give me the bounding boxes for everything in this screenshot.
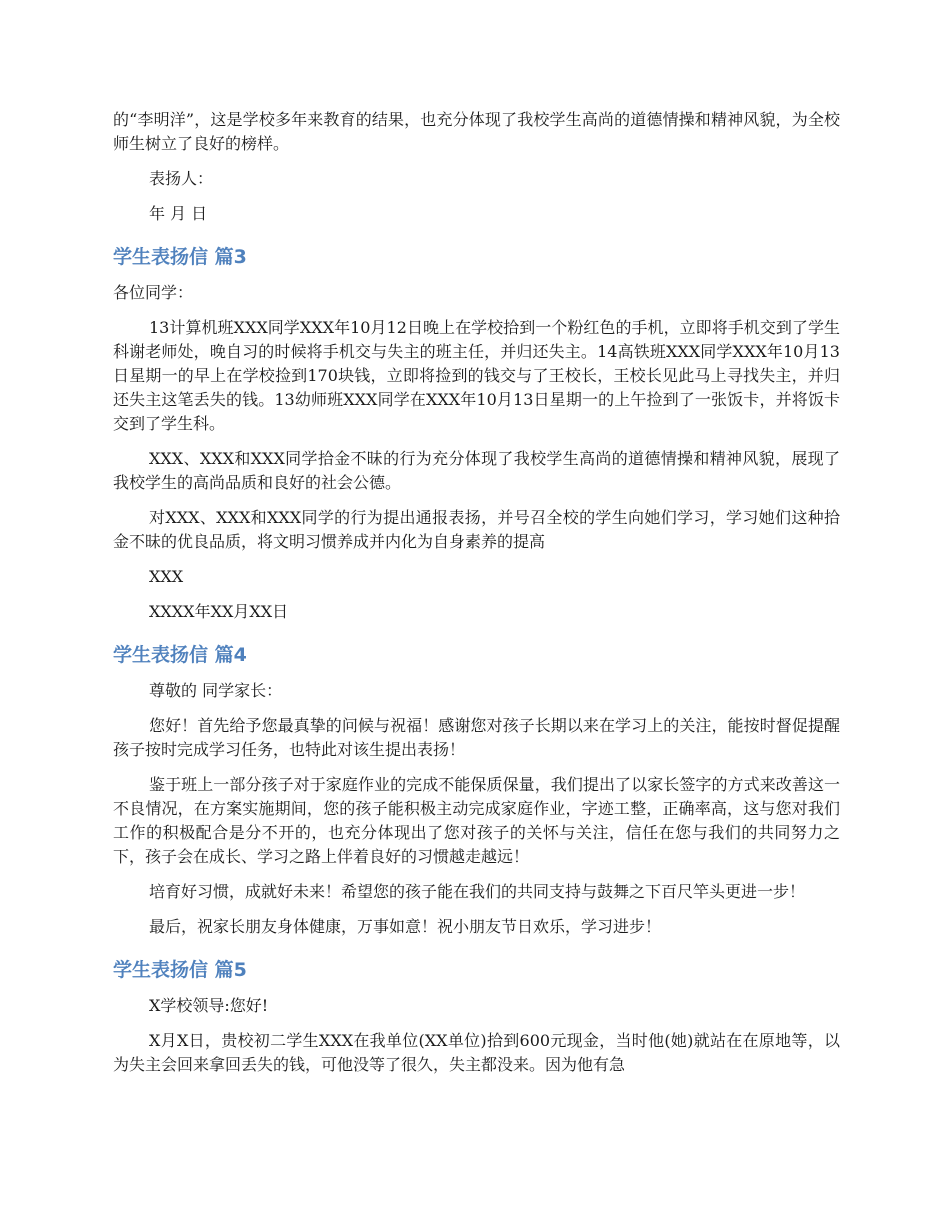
body-paragraph: 培育好习惯，成就好未来！希望您的孩子能在我们的共同支持与鼓舞之下百尺竿头更进一步！ (149, 882, 806, 901)
body-paragraph: 13计算机班XXX同学XXX年10月12日晚上在学校拾到一个粉红色的手机，立即将手机交到了学生科谢老师处，晚自习的时候将手机交与失主的班主任，并归还失主。14高铁班XXX同学XXX年10月13日星期一的早上在学校捡到170块钱，立即将捡到的钱交与了王校长，王校长见此马上寻找失主，并归还失主这笔丢失的钱。13幼师班XXX同学在XXX年10月13日星期一的上午捡到了一张饭卡，并将饭卡交到了学生科。 (113, 318, 840, 433)
body-paragraph: XXX (149, 567, 184, 586)
body-paragraph: XXXX年XX月XX日 (149, 602, 289, 621)
body-paragraph: 表扬人： (149, 169, 214, 188)
body-paragraph: 鉴于班上一部分孩子对于家庭作业的完成不能保质保量，我们提出了以家长签字的方式来改善这一不良情况，在方案实施期间，您的孩子能积极主动完成家庭作业，字迹工整，正确率高，这与您对我们工作的积极配合是分不开的，也充分体现出了您对孩子的关怀与关注，信任在您与我们的共同努力之下，孩子会在成长、学习之路上伴着良好的习惯越走越远！ (113, 775, 840, 866)
body-paragraph: 年 月 日 (149, 204, 208, 223)
body-paragraph: 各位同学： (113, 283, 194, 302)
body-paragraph: 的“李明洋”，这是学校多年来教育的结果，也充分体现了我校学生高尚的道德情操和精神风貌，为全校师生树立了良好的榜样。 (113, 110, 840, 153)
section-heading: 学生表扬信 篇3 (113, 246, 247, 268)
body-paragraph: X月X日，贵校初二学生XXX在我单位(XX单位)拾到600元现金，当时他(她)就站在在原地等，以为失主会回来拿回丢失的钱，可他没等了很久，失主都没来。因为他有急 (113, 1031, 840, 1074)
body-paragraph: 您好！首先给予您最真挚的问候与祝福！感谢您对孩子长期以来在学习上的关注，能按时督促提醒孩子按时完成学习任务，也特此对该生提出表扬！ (113, 716, 840, 759)
body-paragraph: X学校领导:您好! (149, 996, 269, 1015)
section-heading: 学生表扬信 篇4 (113, 644, 247, 666)
section-heading: 学生表扬信 篇5 (113, 959, 247, 981)
document-page (113, 108, 840, 1088)
body-paragraph: 对XXX、XXX和XXX同学的行为提出通报表扬，并号召全校的学生向她们学习，学习她们这种拾金不昧的优良品质，将文明习惯养成并内化为自身素养的提高 (113, 508, 840, 551)
body-paragraph: 尊敬的 同学家长： (149, 681, 283, 700)
body-paragraph: 最后，祝家长朋友身体健康，万事如意！祝小朋友节日欢乐，学习进步！ (149, 917, 662, 936)
body-paragraph: XXX、XXX和XXX同学拾金不昧的行为充分体现了我校学生高尚的道德情操和精神风貌，展现了我校学生的高尚品质和良好的社会公德。 (113, 449, 840, 492)
